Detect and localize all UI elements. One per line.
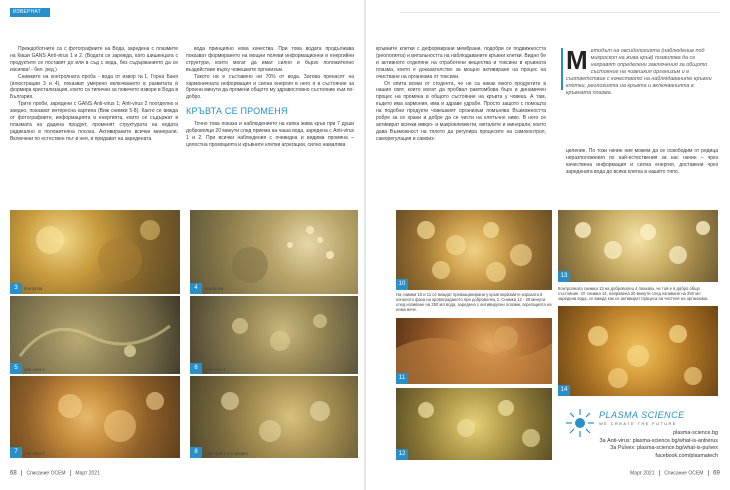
photo-caption-10-12: На снимки 10 и 11 се виждат превакцинирани у кръвгоиризмите изразата в началото фаза на кровоградането при доброволец 2. Снимка 12 - 20 минути след изпиване на 250 мл вода, заредена с антивирусни плазми, агрегацията на нема вече. xyxy=(396,292,552,312)
photo-11 xyxy=(396,318,552,384)
micrograph-image xyxy=(10,376,180,458)
footer-separator xyxy=(708,470,709,476)
photo-number: 7 xyxy=(10,447,22,458)
brand-name: PLASMA SCIENCE xyxy=(599,410,685,420)
paragraph: Трите проби, заредени с GANS Anti-virus 1; Anti-virus 2 поотделно и заедно, показват интересна картина (Виж снимки 5-8). Както се вижда от фотографиите, информацията и енергията, които се съдържат в плазмата на дадена продукт, променят структурата на водата радикално в положителна посока. Активираните всички минерали. Включени по естествен път в нея, и придават на заредената xyxy=(10,101,178,142)
photo-number: 12 xyxy=(396,449,408,460)
micrograph-image xyxy=(10,296,180,374)
photo-caption: Anti-virus 1 xyxy=(205,367,226,372)
issue-date: Март 2021 xyxy=(630,470,655,477)
photo-number: 13 xyxy=(558,271,570,282)
photo-number: 3 xyxy=(10,283,22,294)
photo-caption: Anti-virus 1 xyxy=(24,367,45,372)
photo-8 xyxy=(190,376,358,458)
right-column-2 xyxy=(566,148,718,208)
micrograph-image xyxy=(396,318,552,384)
paragraph: Преждоботните са с фотографиите на Вода, заредена с плазмите на Киши GANS Anti-virus 1 и 2. (Водата се зарежда, като шишенцата с продуктите се поставят до или в съд с вода, без съдържанието да се изсипва! - бел. ред.) xyxy=(10,46,178,73)
contact-antivirus-link[interactable]: За Anti-virus: plasma-science.bg/what-is-antivirus xyxy=(599,437,718,444)
micrograph-image xyxy=(558,306,718,396)
photo-14 xyxy=(558,306,718,396)
issue-date: Март 2021 xyxy=(75,470,100,477)
micrograph-image xyxy=(190,210,358,294)
photo-6 xyxy=(190,296,358,374)
left-column-1 xyxy=(10,46,178,174)
page-gutter xyxy=(364,0,366,490)
photo-number: 14 xyxy=(558,385,570,396)
photo-4 xyxy=(190,210,358,294)
page-number: 68 xyxy=(10,470,17,477)
section-tag: ИЗВЕРНАТ xyxy=(10,8,50,17)
contact-facebook[interactable]: facebook.com/plasmatech xyxy=(655,452,718,459)
magazine-name: Списание ОСЕМ xyxy=(26,470,66,477)
micrograph-image xyxy=(10,210,180,294)
paragraph: Такото ни е съставено ни 70% от вода. Затова пренасят на хармоничната информация и силна енергия в него я в състояние за броени минути да промени общото му здравословно състояние към по-добро. xyxy=(186,73,354,101)
photo-number: 6 xyxy=(190,363,202,374)
photo-3 xyxy=(10,210,180,294)
footer-separator xyxy=(70,470,71,476)
photo-7 xyxy=(10,376,180,458)
photo-caption: Контрола xyxy=(24,286,43,291)
page-number: 69 xyxy=(713,470,720,477)
paragraph: Снимките на контролната проба - вода от извор №1, Горна Баня (илюстрации 3 и 4), показват умерено включването в развитата ѝ формира кристализация, които са типични за повечето извори в Бода в България. xyxy=(10,73,178,101)
footer-separator xyxy=(659,470,660,476)
paragraph: Точно това показа и наблюдението на капка жива кръв при 7 души доброволци 20 минути след приема на чаша вода, заредена с Anti-virus 1 и 2. При всички наблюдения с очевидна и видима промяна – цялостна промоцията и кръвните клетки агрегации, силно намалява xyxy=(186,121,354,148)
contact-list xyxy=(560,430,718,460)
photo-5 xyxy=(10,296,180,374)
photo-caption: Anti-virus 2 xyxy=(24,451,45,456)
paragraph: целение. По този начин ние можем да се освободим от редица неразположения по най-естествения за нас начин – чрез качествена информация и силна енергия, доставени чрез заредената вода до всяка клетка в нашето тяло. xyxy=(566,148,718,175)
right-footer xyxy=(630,470,720,476)
paragraph: От опита всеки от стодента, че не са никак много продуктите в нашия свят, които могат да пробвал рамтомбова бърз и динамичен процес на промяна в общото състояние на кръвта у човека. А там, където има хармония, има и здраве удрабе. Просто защото с помощта на подобни продукти човешкият организъм помънява Възможността робре за се храни и добре да се чисти на клетъчно ниво. В него се активират всички микро- и макроелементи, металите и минерали, които дава Възможност на тялото да регулира процесите на самоконтрол, саморегулация и самоиз- xyxy=(376,80,546,142)
section-heading: КРЪВТА СЕ ПРОМЕНЯ xyxy=(186,106,288,117)
photo-number: 8 xyxy=(190,447,202,458)
photo-caption: Anti-virus 1 и 2 заедно xyxy=(205,451,248,456)
photo-13 xyxy=(558,210,718,282)
photo-number: 10 xyxy=(396,279,408,290)
micrograph-image xyxy=(396,388,552,460)
micrograph-image xyxy=(396,210,552,290)
contact-pulvex-link[interactable]: За Pulvex: plasma-science.bg/what-is-pulvex xyxy=(610,445,718,452)
photo-number: 4 xyxy=(190,283,202,294)
micrograph-image xyxy=(190,296,358,374)
micrograph-image xyxy=(190,376,358,458)
left-footer xyxy=(10,470,100,476)
magazine-name: Списание ОСЕМ xyxy=(664,470,704,477)
footer-separator xyxy=(21,470,22,476)
photo-10 xyxy=(396,210,552,290)
drop-cap: М xyxy=(566,45,588,75)
left-column-2 xyxy=(186,46,354,174)
sidebar-note xyxy=(566,45,716,118)
photo-caption-13-14: Контролната снимка 13 на доброволец 4 показва, че той е в добро общо състояние. От снимка 14, направена 20 минути след изпиване на 250 мл заредена вода, се вижда как се активират процеса на чистене на организма. xyxy=(558,286,709,301)
right-column-1 xyxy=(376,46,546,186)
photo-caption: Контрола xyxy=(205,286,224,291)
paragraph: кръвните клетки с деформирани мембрани, подобри се подвижността (реологията) и витальността на наблюдаваните кръвни клетки. Видно бе и активното отделяне на отработени вещества и токсини в кръвната плазма, което е доказателство за мощно активиране на процес на очистване на организма от токсини. xyxy=(376,46,546,80)
top-rule xyxy=(400,12,720,13)
paragraph: вода принципно нова качества. При това водата продължава показват формирането на мощни полеви информационни и енергийни структури, които могат да имат силно и бързо положително въздействие върху човешките организъм. xyxy=(186,46,354,73)
brand-slogan: WE CREATE THE FUTURE xyxy=(599,421,677,426)
sidebar-accent-bar xyxy=(561,48,563,90)
sidebar-text: етодът на оксидологията (наблюдение под микроскоп на жива кръв) позволява да се направят определени заключения за общото състояние на човешкия организъм и е съответствие с качеството на наблюдаваните кръвни клетки, реологията на кръвта и включванията в кръвната плазма. xyxy=(566,48,712,96)
photo-12 xyxy=(396,388,552,460)
micrograph-image xyxy=(558,210,718,282)
contact-website[interactable]: plasma-science.bg xyxy=(673,430,718,436)
photo-number: 5 xyxy=(10,363,22,374)
photo-number: 11 xyxy=(396,373,408,384)
